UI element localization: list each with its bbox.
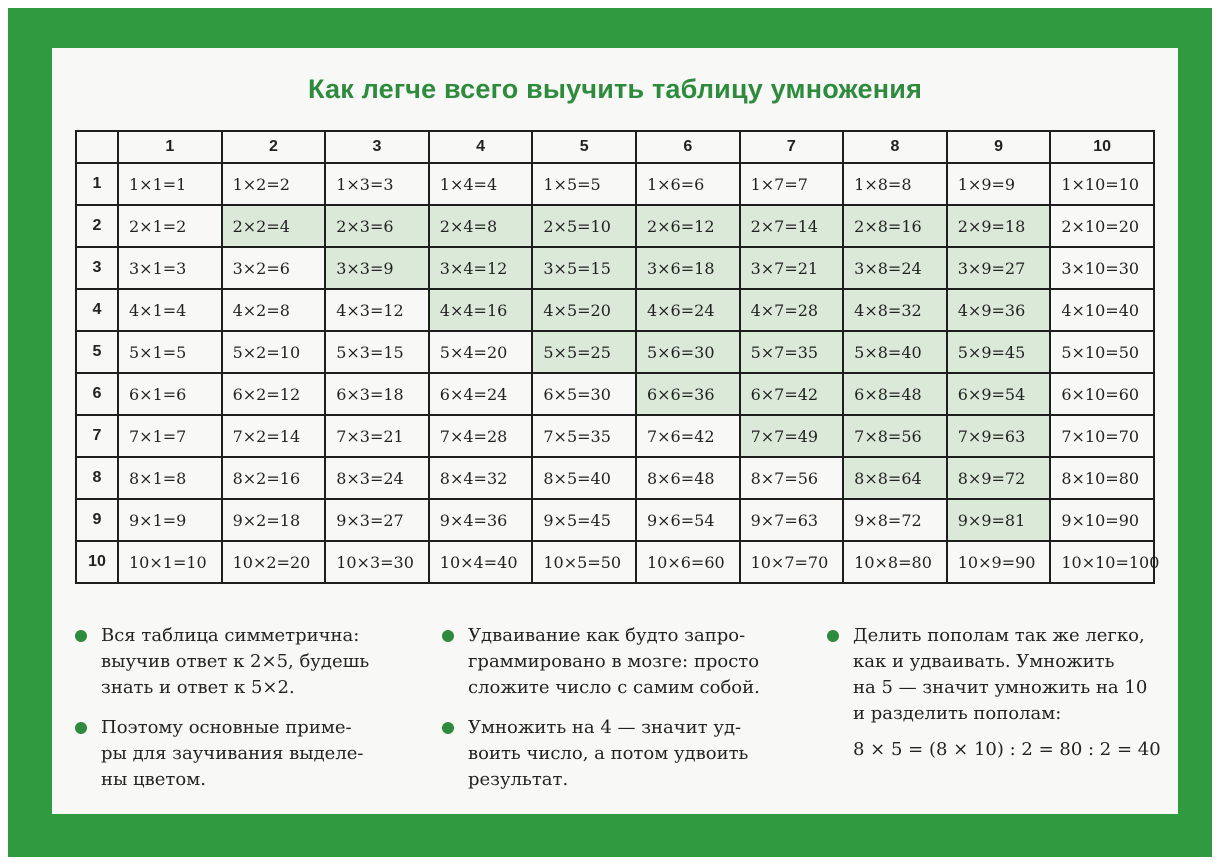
table-cell: 2×2=4 bbox=[222, 205, 326, 247]
table-cell: 5×10=50 bbox=[1050, 331, 1154, 373]
table-cell: 5×9=45 bbox=[947, 331, 1051, 373]
col-header: 1 bbox=[118, 131, 222, 163]
table-cell: 1×9=9 bbox=[947, 163, 1051, 205]
table-cell: 2×6=12 bbox=[636, 205, 740, 247]
table-cell: 10×1=10 bbox=[118, 541, 222, 583]
bullet-icon bbox=[75, 722, 87, 734]
table-row bbox=[76, 247, 1154, 289]
table-cell: 1×8=8 bbox=[843, 163, 947, 205]
notes-column-3 bbox=[827, 623, 1167, 777]
table-cell: 6×3=18 bbox=[325, 373, 429, 415]
table-cell: 4×3=12 bbox=[325, 289, 429, 331]
column-header-row bbox=[76, 131, 1154, 163]
note-line: выучив ответ к 2×5, будешь bbox=[101, 651, 370, 672]
table-cell: 6×8=48 bbox=[843, 373, 947, 415]
table-cell: 4×9=36 bbox=[947, 289, 1051, 331]
table-cell: 7×7=49 bbox=[740, 415, 844, 457]
table-cell: 6×4=24 bbox=[429, 373, 533, 415]
row-header: 3 bbox=[76, 247, 118, 289]
table-cell: 4×10=40 bbox=[1050, 289, 1154, 331]
table-cell: 9×9=81 bbox=[947, 499, 1051, 541]
note-line: ны цветом. bbox=[101, 769, 206, 790]
row-header: 9 bbox=[76, 499, 118, 541]
col-header: 8 bbox=[843, 131, 947, 163]
note-line: знать и ответ к 5×2. bbox=[101, 677, 295, 698]
table-row bbox=[76, 415, 1154, 457]
table-row bbox=[76, 331, 1154, 373]
table-cell: 6×7=42 bbox=[740, 373, 844, 415]
table-cell: 10×9=90 bbox=[947, 541, 1051, 583]
table-cell: 2×9=18 bbox=[947, 205, 1051, 247]
note-line: на 5 — значит умножить на 10 bbox=[853, 677, 1148, 698]
table-cell: 4×1=4 bbox=[118, 289, 222, 331]
table-cell: 1×2=2 bbox=[222, 163, 326, 205]
bullet-icon bbox=[442, 630, 454, 642]
page-title: Как легче всего выучить таблицу умножения bbox=[307, 74, 923, 104]
table-cell: 9×1=9 bbox=[118, 499, 222, 541]
table-cell: 10×3=30 bbox=[325, 541, 429, 583]
table-cell: 5×2=10 bbox=[222, 331, 326, 373]
table-cell: 9×8=72 bbox=[843, 499, 947, 541]
table-cell: 5×1=5 bbox=[118, 331, 222, 373]
note-line: как и удваивать. Умножить bbox=[853, 651, 1115, 672]
table-cell: 1×6=6 bbox=[636, 163, 740, 205]
table-cell: 7×5=35 bbox=[532, 415, 636, 457]
table-cell: 7×9=63 bbox=[947, 415, 1051, 457]
table-cell: 8×10=80 bbox=[1050, 457, 1154, 499]
table-cell: 3×1=3 bbox=[118, 247, 222, 289]
table-cell: 4×7=28 bbox=[740, 289, 844, 331]
table-cell: 8×7=56 bbox=[740, 457, 844, 499]
table-row bbox=[76, 457, 1154, 499]
table-cell: 10×5=50 bbox=[532, 541, 636, 583]
note-line: Делить пополам так же легко, bbox=[853, 625, 1145, 646]
table-cell: 5×4=20 bbox=[429, 331, 533, 373]
table-cell: 7×3=21 bbox=[325, 415, 429, 457]
note-line: результат. bbox=[468, 769, 569, 790]
col-header: 6 bbox=[636, 131, 740, 163]
table-cell: 7×8=56 bbox=[843, 415, 947, 457]
table-cell: 2×4=8 bbox=[429, 205, 533, 247]
table-cell: 7×1=7 bbox=[118, 415, 222, 457]
table-cell: 2×5=10 bbox=[532, 205, 636, 247]
table-cell: 3×2=6 bbox=[222, 247, 326, 289]
note-line: граммировано в мозге: просто bbox=[468, 651, 760, 672]
note-line: Вся таблица симметрична: bbox=[101, 625, 360, 646]
table-cell: 10×4=40 bbox=[429, 541, 533, 583]
table-row bbox=[76, 163, 1154, 205]
bullet-icon bbox=[75, 630, 87, 642]
note-highlighted bbox=[75, 715, 395, 793]
table-cell: 9×6=54 bbox=[636, 499, 740, 541]
table-cell: 6×1=6 bbox=[118, 373, 222, 415]
note-line: воить число, а потом удвоить bbox=[468, 743, 749, 764]
table-cell: 1×3=3 bbox=[325, 163, 429, 205]
bullet-icon bbox=[442, 722, 454, 734]
table-cell: 6×5=30 bbox=[532, 373, 636, 415]
table-cell: 7×2=14 bbox=[222, 415, 326, 457]
table-cell: 1×7=7 bbox=[740, 163, 844, 205]
table-cell: 8×3=24 bbox=[325, 457, 429, 499]
table-cell: 1×1=1 bbox=[118, 163, 222, 205]
table-cell: 9×2=18 bbox=[222, 499, 326, 541]
note-line: ры для заучивания выделе- bbox=[101, 743, 364, 764]
table-cell: 5×5=25 bbox=[532, 331, 636, 373]
table-cell: 8×2=16 bbox=[222, 457, 326, 499]
table-row bbox=[76, 373, 1154, 415]
table-cell: 7×10=70 bbox=[1050, 415, 1154, 457]
table-cell: 10×2=20 bbox=[222, 541, 326, 583]
table-cell: 9×7=63 bbox=[740, 499, 844, 541]
note-times-four bbox=[442, 715, 802, 793]
table-cell: 9×3=27 bbox=[325, 499, 429, 541]
col-header: 7 bbox=[740, 131, 844, 163]
note-halving bbox=[827, 623, 1167, 763]
table-cell: 3×9=27 bbox=[947, 247, 1051, 289]
table-row bbox=[76, 289, 1154, 331]
col-header: 5 bbox=[532, 131, 636, 163]
table-cell: 10×6=60 bbox=[636, 541, 740, 583]
row-header: 6 bbox=[76, 373, 118, 415]
table-cell: 5×7=35 bbox=[740, 331, 844, 373]
table-cell: 7×6=42 bbox=[636, 415, 740, 457]
table-body bbox=[76, 163, 1160, 583]
table-cell: 7×4=28 bbox=[429, 415, 533, 457]
table-cell: 10×8=80 bbox=[843, 541, 947, 583]
note-doubling bbox=[442, 623, 802, 701]
row-header: 5 bbox=[76, 331, 118, 373]
note-line: Поэтому основные приме- bbox=[101, 717, 352, 738]
row-header: 7 bbox=[76, 415, 118, 457]
row-header: 10 bbox=[76, 541, 118, 583]
corner-cell bbox=[76, 131, 118, 163]
note-line: Удваивание как будто запро- bbox=[468, 625, 746, 646]
table-cell: 8×8=64 bbox=[843, 457, 947, 499]
table-row bbox=[76, 499, 1154, 541]
note-line: и разделить пополам: bbox=[853, 703, 1062, 724]
table-cell: 2×3=6 bbox=[325, 205, 429, 247]
table-cell: 3×5=15 bbox=[532, 247, 636, 289]
table-cell: 8×1=8 bbox=[118, 457, 222, 499]
table-cell: 3×8=24 bbox=[843, 247, 947, 289]
table-cell: 4×8=32 bbox=[843, 289, 947, 331]
table-cell: 5×6=30 bbox=[636, 331, 740, 373]
row-header: 1 bbox=[76, 163, 118, 205]
note-symmetry bbox=[75, 623, 395, 701]
table-cell: 8×5=40 bbox=[532, 457, 636, 499]
table-cell: 8×9=72 bbox=[947, 457, 1051, 499]
table-cell: 6×9=54 bbox=[947, 373, 1051, 415]
table-cell: 5×8=40 bbox=[843, 331, 947, 373]
table-cell: 2×1=2 bbox=[118, 205, 222, 247]
table-cell: 3×6=18 bbox=[636, 247, 740, 289]
table-cell: 3×7=21 bbox=[740, 247, 844, 289]
table-cell: 3×4=12 bbox=[429, 247, 533, 289]
table-cell: 2×10=20 bbox=[1050, 205, 1154, 247]
table-cell: 3×10=30 bbox=[1050, 247, 1154, 289]
table-cell: 1×5=5 bbox=[532, 163, 636, 205]
col-header: 3 bbox=[325, 131, 429, 163]
note-line: Умножить на 4 — значит уд- bbox=[468, 717, 742, 738]
row-header: 2 bbox=[76, 205, 118, 247]
table-cell: 10×7=70 bbox=[740, 541, 844, 583]
notes-column-1 bbox=[75, 623, 395, 807]
table-cell: 4×2=8 bbox=[222, 289, 326, 331]
note-line: сложите число с самим собой. bbox=[468, 677, 760, 698]
table-cell: 1×10=10 bbox=[1050, 163, 1154, 205]
table-cell: 4×5=20 bbox=[532, 289, 636, 331]
table-cell: 3×3=9 bbox=[325, 247, 429, 289]
table-cell: 8×6=48 bbox=[636, 457, 740, 499]
table-cell: 6×6=36 bbox=[636, 373, 740, 415]
col-header: 9 bbox=[947, 131, 1051, 163]
row-header: 8 bbox=[76, 457, 118, 499]
table-cell: 1×4=4 bbox=[429, 163, 533, 205]
row-header: 4 bbox=[76, 289, 118, 331]
bullet-icon bbox=[827, 630, 839, 642]
col-header: 2 bbox=[222, 131, 326, 163]
table-cell: 5×3=15 bbox=[325, 331, 429, 373]
example-formula: 8 × 5 = (8 × 10) : 2 = 80 : 2 = 40 bbox=[853, 739, 1161, 760]
table-row bbox=[76, 541, 1154, 583]
table-cell: 2×7=14 bbox=[740, 205, 844, 247]
col-header: 10 bbox=[1050, 131, 1154, 163]
table-cell: 9×4=36 bbox=[429, 499, 533, 541]
table-cell: 9×10=90 bbox=[1050, 499, 1154, 541]
table-cell: 4×4=16 bbox=[429, 289, 533, 331]
col-header: 4 bbox=[429, 131, 533, 163]
multiplication-table bbox=[75, 130, 1160, 584]
table-cell: 9×5=45 bbox=[532, 499, 636, 541]
poster-card bbox=[52, 48, 1178, 814]
table-cell: 2×8=16 bbox=[843, 205, 947, 247]
table-row bbox=[76, 205, 1154, 247]
table-cell: 10×10=100 bbox=[1050, 541, 1154, 583]
table-cell: 4×6=24 bbox=[636, 289, 740, 331]
table-cell: 6×2=12 bbox=[222, 373, 326, 415]
table-cell: 6×10=60 bbox=[1050, 373, 1154, 415]
table-cell: 8×4=32 bbox=[429, 457, 533, 499]
notes-column-2 bbox=[442, 623, 802, 807]
